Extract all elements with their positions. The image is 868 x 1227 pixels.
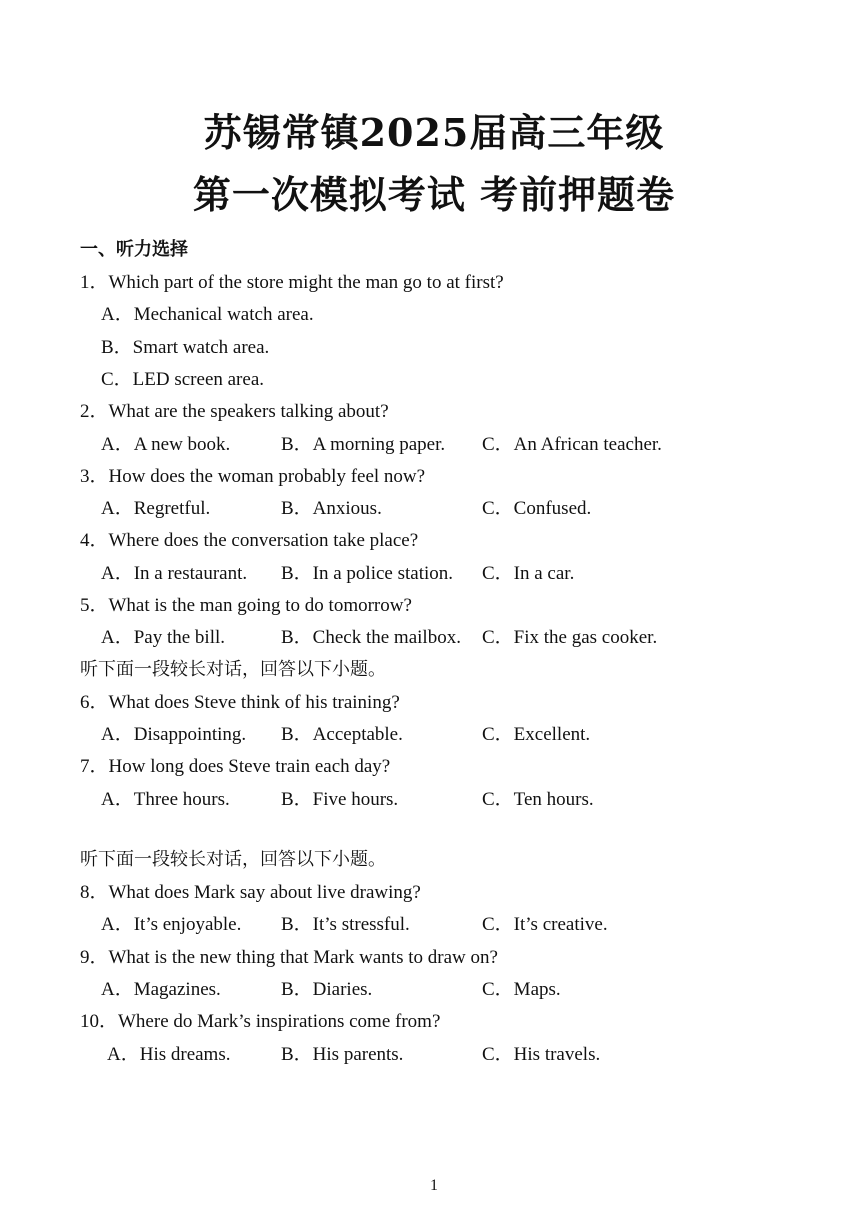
question-10: 10．Where do Mark’s inspirations come from? [80, 1011, 441, 1032]
q5-option-a: A．Pay the bill. [101, 627, 226, 648]
exam-title-line1: 苏锡常镇2025届高三年级 [203, 110, 665, 155]
page-number: 1 [430, 1177, 438, 1194]
question-2: 2．What are the speakers talking about? [80, 401, 389, 422]
q6-option-b: B．Acceptable. [281, 724, 403, 745]
q7-option-c: C．Ten hours. [482, 789, 594, 810]
q10-option-b: B．His parents. [281, 1044, 404, 1065]
section-heading: 一、听力选择 [80, 239, 188, 260]
q4-option-c: C．In a car. [482, 563, 575, 584]
long-dialogue-instruction-2: 听下面一段较长对话，回答以下小题。 [80, 849, 386, 870]
exam-title-line2: 第一次模拟考试 考前押题卷 [192, 172, 676, 217]
q9-option-b: B．Diaries. [281, 979, 373, 1000]
long-dialogue-instruction-1: 听下面一段较长对话，回答以下小题。 [80, 659, 386, 680]
q1-option-c: C．LED screen area. [101, 369, 265, 390]
q8-option-a: A．It’s enjoyable. [101, 914, 242, 935]
q8-option-b: B．It’s stressful. [281, 914, 410, 935]
q4-option-b: B．In a police station. [281, 563, 454, 584]
q5-option-b: B．Check the mailbox. [281, 627, 461, 648]
q3-option-b: B．Anxious. [281, 498, 382, 519]
q3-option-c: C．Confused. [482, 498, 592, 519]
q1-option-b: B．Smart watch area. [101, 337, 270, 358]
question-8: 8．What does Mark say about live drawing? [80, 882, 421, 903]
q10-option-a: A．His dreams. [107, 1044, 231, 1065]
q10-option-c: C．His travels. [482, 1044, 601, 1065]
question-5: 5．What is the man going to do tomorrow? [80, 595, 412, 616]
q1-option-a: A．Mechanical watch area. [101, 304, 314, 325]
q5-option-c: C．Fix the gas cooker. [482, 627, 658, 648]
question-3: 3．How does the woman probably feel now? [80, 466, 426, 487]
q4-option-a: A．In a restaurant. [101, 563, 248, 584]
question-9: 9．What is the new thing that Mark wants to draw on? [80, 947, 498, 968]
q3-option-a: A．Regretful. [101, 498, 211, 519]
q6-option-a: A．Disappointing. [101, 724, 247, 745]
q2-option-b: B．A morning paper. [281, 434, 446, 455]
q9-option-a: A．Magazines. [101, 979, 221, 1000]
q8-option-c: C．It’s creative. [482, 914, 608, 935]
question-1: 1．Which part of the store might the man go to at first? [80, 272, 504, 293]
q2-option-a: A．A new book. [101, 434, 231, 455]
q2-option-c: C．An African teacher. [482, 434, 662, 455]
q9-option-c: C．Maps. [482, 979, 561, 1000]
q7-option-a: A．Three hours. [101, 789, 230, 810]
question-6: 6．What does Steve think of his training? [80, 692, 400, 713]
q7-option-b: B．Five hours. [281, 789, 399, 810]
question-7: 7．How long does Steve train each day? [80, 756, 391, 777]
question-4: 4．Where does the conversation take place? [80, 530, 419, 551]
q6-option-c: C．Excellent. [482, 724, 591, 745]
